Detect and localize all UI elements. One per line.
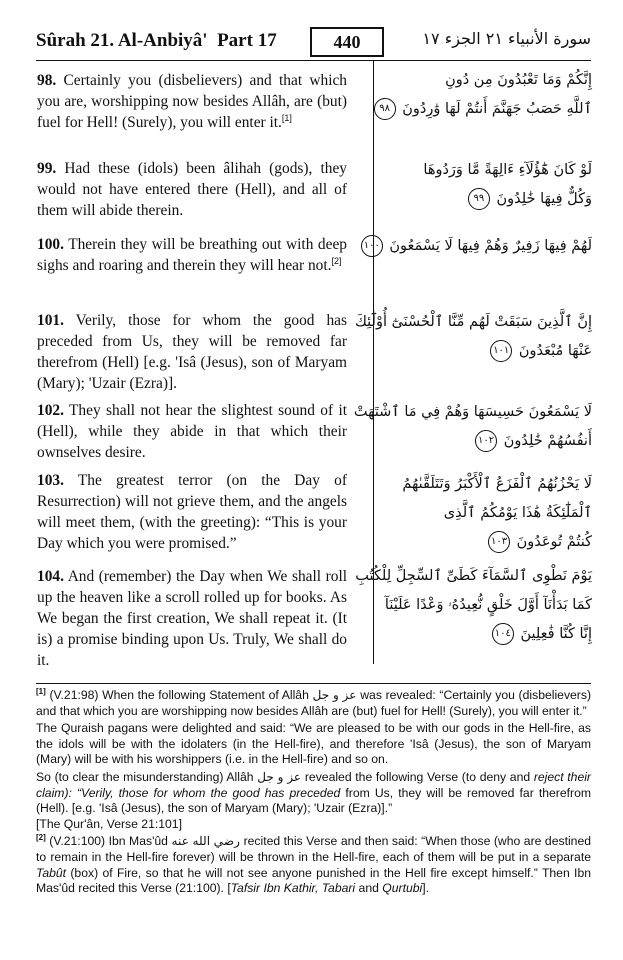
footnotes (36, 688, 591, 899)
footnote-ref[interactable]: [1] (281, 112, 292, 123)
arabic-line-last (378, 185, 592, 214)
arabic-verse-101 (354, 308, 592, 366)
arabic-verse-103 (378, 470, 592, 557)
ayah-marker: ٩٩ (468, 188, 490, 210)
surah-title: Sûrah 21. Al-Anbiyâ' (36, 30, 208, 51)
arabic-verse-104 (355, 562, 592, 649)
footnote-italic: Tafsir Ibn Kathir, Tabari (230, 881, 356, 896)
arabic-line-last (378, 528, 592, 557)
arabic-line-text: ٱللَّهِ حَصَبُ جَهَنَّمَ أَنتُمْ لَهَا وَٰرِدُونَ (402, 101, 592, 117)
verse-101 (37, 310, 347, 394)
ayah-marker: ١٠٢ (475, 430, 497, 452)
footnote-text: ]. (422, 881, 430, 896)
arabic-line-text: إِنَّا كُنَّا فَٰعِلِينَ (520, 626, 592, 642)
footnote-text: (V.21:100) Ibn Mas'ûd (49, 834, 168, 849)
arabic-line-text: وَكُلٌّ فِيهَا خَٰلِدُونَ (496, 191, 592, 207)
verse-text: The greatest terror (on the Day of Resurrection) will not grieve them, and the angels will meet them, (with the greeting): “This is your Day which you were promised.” (37, 472, 347, 552)
footnote-text: revealed the following Verse (to deny and (304, 769, 531, 784)
arabic-line: إِنَّ ٱلَّذِينَ سَبَقَتْ لَهُم مِّنَّا ٱلْحُسْنَىٰٓ أُوْلَٰٓئِكَ (354, 314, 592, 330)
footnote-mark: [2] (36, 833, 46, 843)
footnote-text: So (to clear the misunderstanding) Allâh (36, 769, 254, 784)
arabic-line: كَمَا بَدَأْنَآ أَوَّلَ خَلْقٍ نُّعِيدُهُۥ وَعْدًا عَلَيْنَآ (384, 597, 592, 613)
footnote-text: was revealed: “Certainly you (disbelievers) and that which you are worshipping now besides Allâh are (but) fuel for Hell! (Surely), you will enter it.” (36, 688, 592, 718)
ayah-marker: ١٠٣ (488, 531, 510, 553)
verse-text: And (remember) the Day when We shall roll up the heaven like a scroll rolled up for books. As We began the first creation, We shall repeat it. (It is) a promise binding upon Us. Truly, We shall do it. (37, 568, 348, 669)
verse-text: Verily, those for whom the good has preceded from Us, they will be removed far therefrom (Hell) [e.g. 'Isâ (Jesus), son of Maryam (Mary); 'Uzair (Ezra)]. (37, 312, 347, 392)
footnote-text: and (358, 881, 379, 896)
arabic-line: يَوْمَ نَطْوِى ٱلسَّمَآءَ كَطَىِّ ٱلسِّجِلِّ لِلْكُتُبِ (355, 568, 592, 584)
verse-100 (37, 234, 347, 276)
footnote-mark: [1] (36, 686, 46, 696)
verse-99 (37, 158, 347, 221)
footnote-arabic: رضي الله عنه (171, 834, 241, 849)
arabic-verse-98 (378, 66, 592, 124)
footnote-divider (36, 683, 591, 684)
footnote-text: recited this Verse and then said: “When those (who are destined to remain in the Hell-fire forever) will be thrown in the Hell-fire, each of them will be put in a separate (36, 834, 591, 864)
verse-number: 100. (37, 236, 64, 253)
ayah-marker: ١٠٠ (361, 235, 383, 257)
footnote-arabic: عز و جل (312, 688, 357, 702)
part-label: Part 17 (217, 30, 277, 51)
arabic-line: إِنَّكُمْ وَمَا تَعْبُدُونَ مِن دُونِ (445, 72, 592, 88)
verse-103 (37, 470, 347, 554)
verse-text: Had these (idols) been âlihah (gods), they would not have entered there (Hell), and all of them will abide therein. (37, 160, 347, 219)
footnote-italic: Qurtubi (382, 881, 423, 896)
header-title (36, 30, 277, 52)
footnote-citation: [The Qur'ân, Verse 21:101] (36, 816, 182, 831)
verse-104 (37, 566, 347, 671)
arabic-line-last (363, 232, 592, 261)
verse-number: 103. (37, 472, 64, 489)
footnote-2 (36, 834, 591, 896)
arabic-line: لَا يَحْزُنُهُمُ ٱلْفَزَعُ ٱلْأَكْبَرُ وَتَتَلَقَّىٰهُمُ (402, 476, 592, 492)
arabic-verse-100 (363, 232, 592, 261)
arabic-line: ٱلْمَلَٰٓئِكَةُ هَٰذَا يَوْمُكُمُ ٱلَّذِى (443, 505, 592, 521)
ayah-marker: ١٠١ (490, 340, 512, 362)
footnote-italic: reject their claim): “Verily, those for whom the good has preceded (36, 769, 591, 800)
footnote-1-para-3 (36, 770, 591, 832)
verse-98 (37, 70, 347, 133)
ayah-marker: ٩٨ (374, 98, 396, 120)
arabic-line-last (378, 337, 592, 366)
footnote-italic: Tabût (36, 865, 67, 880)
footnote-1-para-2: The Quraish pagans were delighted and said: “We are pleased to be with our gods in the Hell-fire, as the idols will be with the idolaters (in the Hell-fire), and therefore 'Isâ (Jesus), the son of Maryam (Mary) will be with his worshippers (i.e. in the Hell-fire) and so on. (36, 721, 591, 767)
footnote-arabic: عز و جل (257, 769, 302, 784)
header-divider (36, 60, 591, 61)
footnote-ref[interactable]: [2] (331, 255, 342, 266)
page-header (36, 26, 591, 58)
footnote-text: (V.21:98) When the following Statement of Allâh (49, 688, 309, 702)
footnote-text: from Us, they will be removed far therefrom (Hell). [e.g. 'Isâ (Jesus), the son of Maryam (Mary); 'Uzair (Ezra)].” (36, 785, 592, 816)
arabic-verse-102 (353, 398, 592, 456)
verse-number: 98. (37, 72, 57, 89)
footnote-1 (36, 688, 591, 719)
arabic-line-last (378, 95, 592, 124)
verse-number: 104. (37, 568, 64, 585)
verse-text: They shall not hear the slightest sound of it (Hell), while they abide in that which their ownselves desire. (37, 402, 348, 461)
verse-number: 102. (37, 402, 64, 419)
page-number: 440 (310, 27, 384, 57)
arabic-verse-99 (378, 156, 592, 214)
arabic-line-last (378, 620, 592, 649)
verse-number: 101. (37, 312, 64, 329)
ayah-marker: ١٠٤ (492, 623, 514, 645)
arabic-line-text: أَنفُسُهُمْ خَٰلِدُونَ (503, 433, 592, 449)
verse-number: 99. (37, 160, 57, 177)
arabic-line-text: عَنْهَا مُبْعَدُونَ (518, 343, 592, 359)
arabic-line-last (378, 427, 592, 456)
arabic-line: لَا يَسْمَعُونَ حَسِيسَهَا وَهُمْ فِي مَا ٱشْتَهَتْ (353, 404, 592, 420)
arabic-line-text: لَهُمْ فِيهَا زَفِيرٌ وَهُمْ فِيهَا لَا يَسْمَعُونَ (389, 238, 592, 254)
header-arabic: سورة الأنبياء ٢١ الجزء ١٧ (422, 29, 591, 48)
footnote-text: (box) of Fire, so that he will not see anyone punished in the Hell fire except himself.” Then Ibn Mas'ûd recited this Verse (21:100). [ (36, 865, 591, 896)
arabic-line: لَوْ كَانَ هَٰٓؤُلَآءِ ءَالِهَةً مَّا وَرَدُوهَا (423, 162, 592, 178)
arabic-line-text: كُنتُمْ تُوعَدُونَ (516, 534, 592, 550)
verse-text: Certainly you (disbelievers) and that which you are, worshipping now besides Allâh, are (but) fuel for Hell! (Surely), you will enter it. (37, 72, 347, 131)
verse-text: Therein they will be breathing out with deep sighs and roaring and therein they will hear not. (37, 236, 347, 274)
verse-102 (37, 400, 347, 463)
